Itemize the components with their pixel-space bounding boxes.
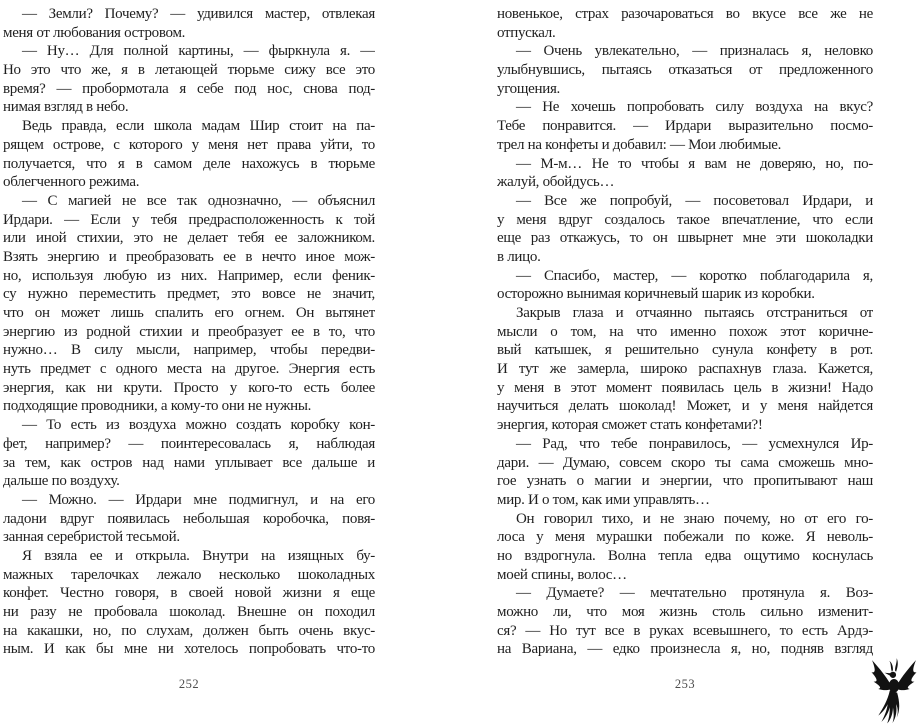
page-left-number: 252 bbox=[178, 677, 200, 691]
text-line: улыбнувшись, пытаясь отказаться от предложенного bbox=[497, 62, 873, 79]
text-line: мажных тарелочках лежало несколько шоколадных bbox=[3, 566, 375, 583]
text-line: су нужно переместить предмет, это вовсе не значит, bbox=[3, 286, 375, 303]
text-line: ни разу не пробовала шоколад. Внешне он походил bbox=[3, 604, 375, 620]
text-line: моей спины, волос… bbox=[497, 566, 627, 583]
text-line: вый катышек, я решительно сунула конфету в рот. bbox=[497, 342, 873, 359]
text-line: угощения. bbox=[497, 80, 560, 97]
text-line: на Вариана, — едко произнесла я, но, подняв взгляд bbox=[497, 641, 873, 658]
text-line: — Ну… Для полной картины, — фыркнула я. — bbox=[22, 43, 375, 60]
page-right-text bbox=[497, 5, 873, 659]
text-line: лоса у меня мурашки побежали по коже. Я неволь- bbox=[497, 529, 873, 546]
text-line: Взять энергию и преобразовать ее в нечто иное мож- bbox=[3, 248, 375, 265]
text-line: занная серебристой тесьмой. bbox=[3, 529, 180, 546]
text-line: у меня в этот момент появилась цель в жизни! Надо bbox=[497, 379, 873, 396]
text-line: Ирдари. — Если у тебя предрасположенность к той bbox=[3, 211, 375, 228]
text-line: ным. И как бы мне ни хотелось попробовать что-то bbox=[3, 641, 375, 658]
text-line: мир. И о том, как ими управлять… bbox=[497, 491, 710, 508]
text-line: но, используя любую из них. Например, если феник- bbox=[3, 267, 375, 284]
text-line: или иной стихии, это не делает тебя ее заложником. bbox=[3, 230, 375, 247]
text-line: дари. — Думаю, совсем скоро ты сама сможешь мно- bbox=[497, 454, 873, 471]
text-line: гое узнать о магии и энергии, что пропитывают наш bbox=[497, 473, 873, 490]
text-line: трел на конфеты и добавил: — Мои любимые. bbox=[497, 136, 782, 153]
text-line: энергия, которая сможет стать конфетами?! bbox=[497, 417, 763, 434]
text-line: энергию из родной стихии и преобразует ее в то, что bbox=[3, 323, 375, 340]
text-line: можно ли, что моя жизнь столь сильно изменит- bbox=[497, 604, 873, 620]
text-line: энергия, как ни крути. Просто у кого-то есть более bbox=[3, 379, 375, 396]
text-line: еще раз откажусь, то он швырнет мне эти шоколадки bbox=[497, 230, 873, 247]
text-line: нужно… В силу мысли, например, чтобы передви- bbox=[3, 342, 375, 359]
text-line: ладони вдруг появилась небольшая коробочка, повя- bbox=[3, 510, 375, 527]
text-line: но вздрогнула. Волна тепла едва ощутимо коснулась bbox=[497, 547, 873, 564]
text-line: получается, что я в самом деле нахожусь в тюрьме bbox=[3, 155, 375, 172]
text-line: — Очень увлекательно, — призналась я, неловко bbox=[516, 43, 873, 60]
page-right-number: 253 bbox=[674, 677, 696, 691]
text-line: — То есть из воздуха можно создать коробку кон- bbox=[22, 417, 375, 434]
phoenix-icon bbox=[867, 656, 921, 724]
text-line: на какашки, но, по слухам, должен быть очень вкус- bbox=[3, 622, 375, 639]
page-left-text bbox=[3, 5, 375, 659]
text-line: нимая взгляд в небо. bbox=[3, 99, 129, 116]
text-line: конфет. Честно говоря, в своей новой жизни я еще bbox=[3, 585, 375, 602]
text-line: — Спасибо, мастер, — коротко поблагодарила я, bbox=[516, 267, 873, 284]
text-line: время? — пробормотала я себе под нос, снова под- bbox=[3, 80, 375, 97]
text-line: в лицо. bbox=[497, 248, 541, 265]
text-line: Я взяла ее и открыла. Внутри на изящных бу- bbox=[22, 547, 375, 564]
text-line: подходящие проводники, а кому-то они не нужны. bbox=[3, 398, 312, 415]
text-line: научиться делать шоколад! Может, и у меня найдется bbox=[497, 398, 873, 415]
text-line: мысли о том, на что именно похож этот коричне- bbox=[497, 323, 873, 340]
text-line: — Можно. — Ирдари мне подмигнул, и на его bbox=[22, 491, 375, 508]
text-line: Ведь правда, если школа мадам Шир стоит на па- bbox=[22, 118, 375, 135]
text-line: Но это что же, я в летающей тюрьме сижу все это bbox=[3, 62, 375, 79]
text-line: ся? — Но тут все в руках всевышнего, то есть Ардэ- bbox=[497, 622, 873, 639]
text-line: меня от любования островом. bbox=[3, 24, 186, 41]
text-line: Он говорил тихо, и не знаю почему, но от его го- bbox=[516, 510, 873, 527]
text-line: жалуй, обойдусь… bbox=[497, 174, 615, 191]
text-line: — М-м… Не то чтобы я вам не доверяю, но, по- bbox=[516, 155, 873, 172]
page-left bbox=[3, 5, 375, 721]
text-line: — Все же попробуй, — посоветовал Ирдари, и bbox=[516, 192, 873, 209]
text-line: И тут же замерла, широко распахнув глаза. Кажется, bbox=[497, 361, 873, 378]
text-line: Закрыв глаза и отчаянно пытаясь отстраниться от bbox=[516, 305, 873, 321]
text-line: у меня вдруг создалось такое впечатление, что если bbox=[497, 211, 873, 228]
text-line: — Не хочешь попробовать силу воздуха на вкус? bbox=[516, 99, 873, 116]
text-line: фет, например? — поинтересовалась я, наблюдая bbox=[3, 435, 375, 452]
text-line: новенькое, страх разочароваться во вкусе все же не bbox=[497, 6, 873, 22]
text-line: осторожно вынимая коричневый шарик из коробки. bbox=[497, 286, 815, 303]
text-line: что он может лишь спалить его огнем. Он вытянет bbox=[3, 305, 375, 321]
text-line: рящем острове, с которого у меня нет права уйти, то bbox=[3, 136, 375, 153]
text-line: облегченного режима. bbox=[3, 174, 140, 191]
page-right bbox=[497, 5, 873, 721]
text-line: нуть предмет с одного места на другое. Энергия есть bbox=[3, 361, 375, 378]
text-line: за тем, как остров над нами уплывает все дальше и bbox=[3, 454, 375, 471]
text-line: дальше по воздуху. bbox=[3, 473, 120, 490]
text-line: отпускал. bbox=[497, 24, 556, 41]
text-line: — Рад, что тебе понравилось, — усмехнулся Ир- bbox=[516, 435, 873, 452]
text-line: — Земли? Почему? — удивился мастер, отвлекая bbox=[22, 6, 375, 22]
text-line: — С магией не все так однозначно, — объяснил bbox=[22, 192, 375, 209]
text-line: Тебе понравится. — Ирдари выразительно посмо- bbox=[497, 118, 873, 135]
text-line: — Думаете? — мечтательно протянула я. Воз- bbox=[516, 585, 873, 602]
